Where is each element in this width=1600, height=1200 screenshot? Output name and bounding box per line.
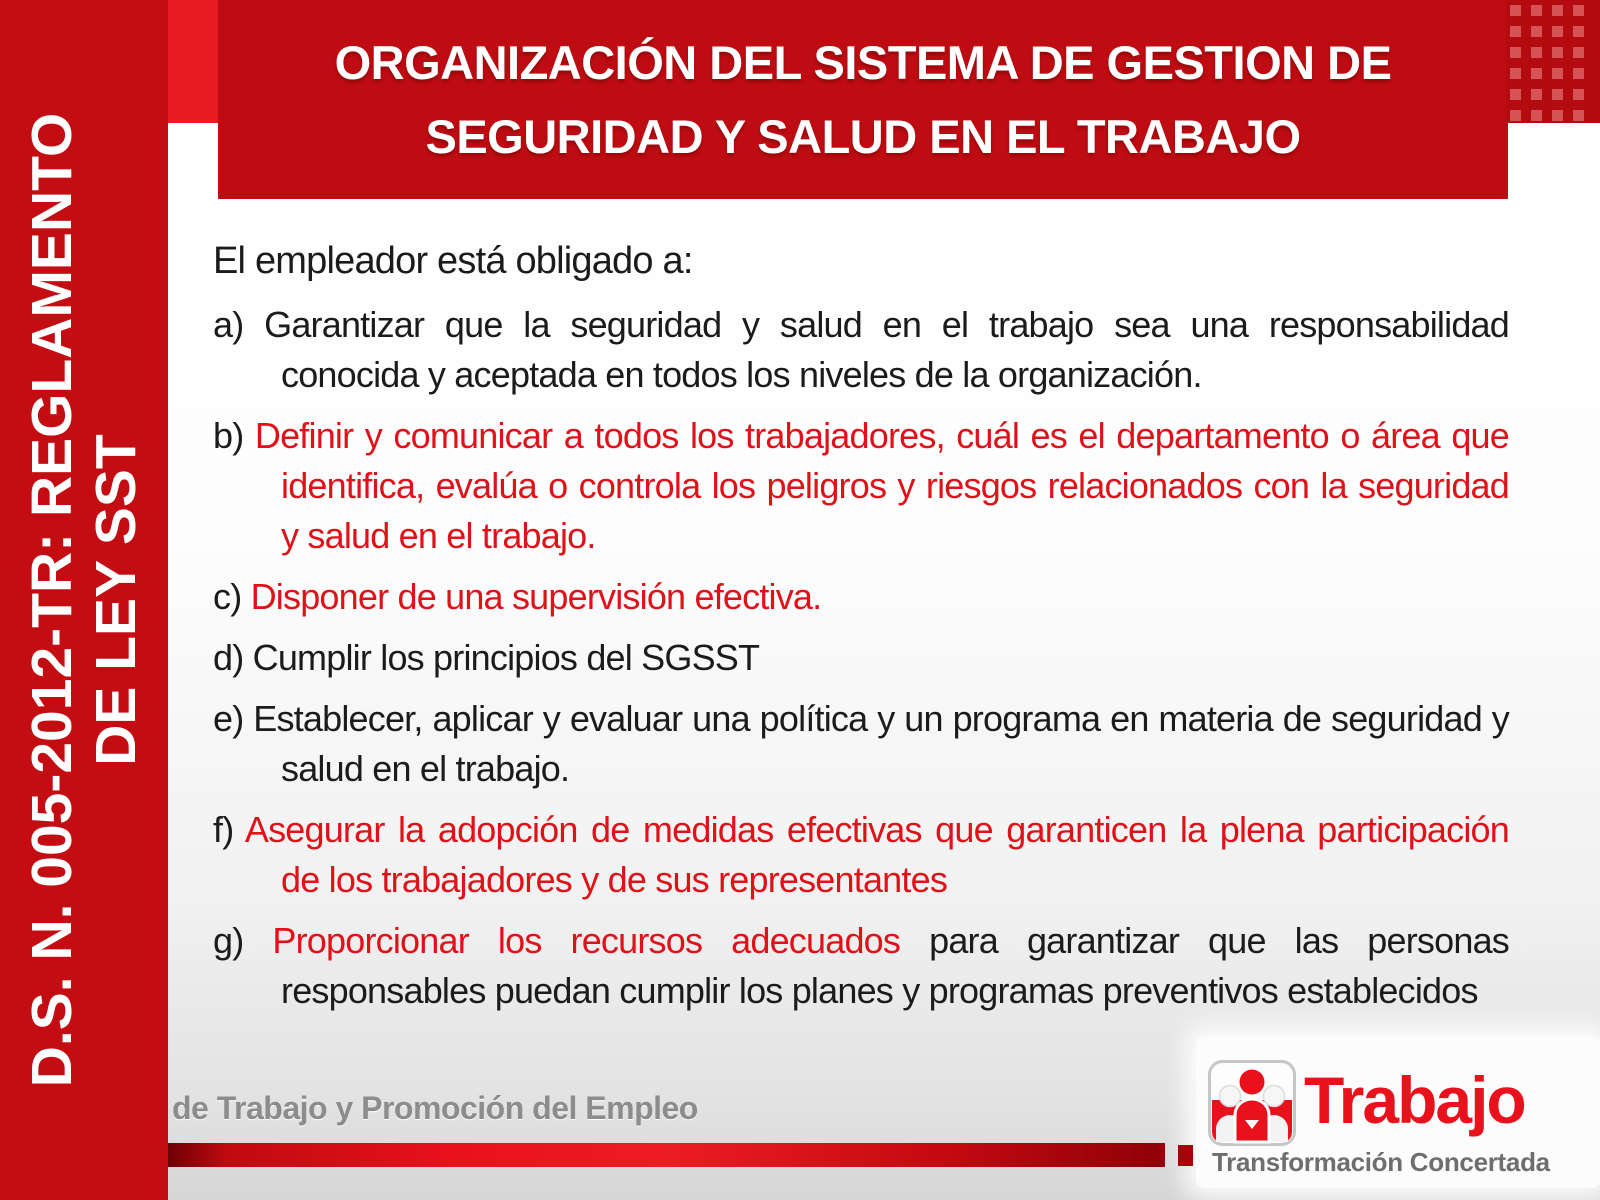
list-item [213,805,1509,905]
list-item-text: Garantizar que la seguridad y salud en el trabajo sea una responsabilidad conocida y aceptada en todos los niveles de la organización. [264,304,1509,395]
pattern-square [1552,47,1563,58]
pattern-square [1552,89,1563,100]
logo-subtitle: Transformación Concertada [1212,1147,1550,1177]
accent-strip [168,0,218,123]
pattern-square [1531,110,1542,121]
list-item-text: Definir y comunicar a todos los trabajadores, cuál es el departamento o área que identifica, evalúa o controla los peligros y riesgos relacionados con la seguridad y salud en el trabajo. [254,415,1509,556]
pattern-square [1510,26,1521,37]
pattern-square [1510,47,1521,58]
ministry-logo [1208,1060,1580,1176]
logo-row [1208,1060,1580,1146]
ministry-logo-icon [1208,1060,1296,1146]
list-item-marker: d) [213,637,253,678]
list-item [213,916,1509,1016]
sidebar [0,0,168,1200]
intro-text: El empleador está obligado a: [213,240,693,282]
sidebar-vertical-title [0,0,168,1200]
pattern-square [1510,110,1521,121]
pattern-block [1506,0,1600,123]
pattern-square [1531,5,1542,16]
list-item-marker: c) [213,576,251,617]
logo-title: Trabajo [1304,1063,1525,1137]
pattern-square [1510,5,1521,16]
pattern-square [1573,47,1584,58]
pattern-square [1552,5,1563,16]
pattern-square [1573,89,1584,100]
pattern-square [1552,110,1563,121]
sidebar-line-1: D.S. N. 005-2012-TR: REGLAMENTO [20,112,84,1088]
list-item-marker: f) [213,809,245,850]
pattern-square [1531,26,1542,37]
list-item-text: Proporcionar los recursos adecuados [272,920,901,961]
list-item [213,300,1509,400]
pattern-square [1531,68,1542,79]
ministry-footer-text: de Trabajo y Promoción del Empleo [172,1090,698,1126]
pattern-square [1531,47,1542,58]
pattern-square [1510,68,1521,79]
list-item [213,572,1509,622]
title-banner [218,0,1508,199]
list-item-text: Establecer, aplicar y evaluar una política y un programa en materia de seguridad y salud en el trabajo. [253,698,1509,789]
list-item-text: Cumplir los principios del SGSST [252,637,760,678]
list-item [213,694,1509,794]
stripe-stub [1178,1145,1193,1166]
obligation-list [213,300,1509,1016]
slide-title-line-1: ORGANIZACIÓN DEL SISTEMA DE GESTION DE [334,35,1392,89]
list-item-text: para garantizar que las personas responsables puedan cumplir los planes y programas preventivos establecidos [281,920,1509,1011]
sidebar-line-2: DE LEY SST [84,434,148,766]
pattern-square [1573,26,1584,37]
slide-title-line-2: SEGURIDAD Y SALUD EN EL TRABAJO [425,109,1301,163]
pattern-square [1573,68,1584,79]
pattern-square [1573,5,1584,16]
list-item [213,411,1509,561]
list-item-text: Disponer de una supervisión efectiva. [250,576,822,617]
pattern-square [1573,110,1584,121]
footer-red-stripe [168,1143,1165,1167]
list-item [213,633,1509,683]
pattern-square [1552,68,1563,79]
list-item-marker: b) [213,415,255,456]
slide-body [213,236,1509,1027]
pattern-square [1531,89,1542,100]
list-item-marker: e) [213,698,254,739]
list-item-text: Asegurar la adopción de medidas efectivas que garanticen la plena participación de los trabajadores y de sus representantes [244,809,1509,900]
pattern-square [1510,89,1521,100]
pattern-square [1552,26,1563,37]
list-item-marker: g) [213,920,273,961]
list-item-marker: a) [213,304,265,345]
